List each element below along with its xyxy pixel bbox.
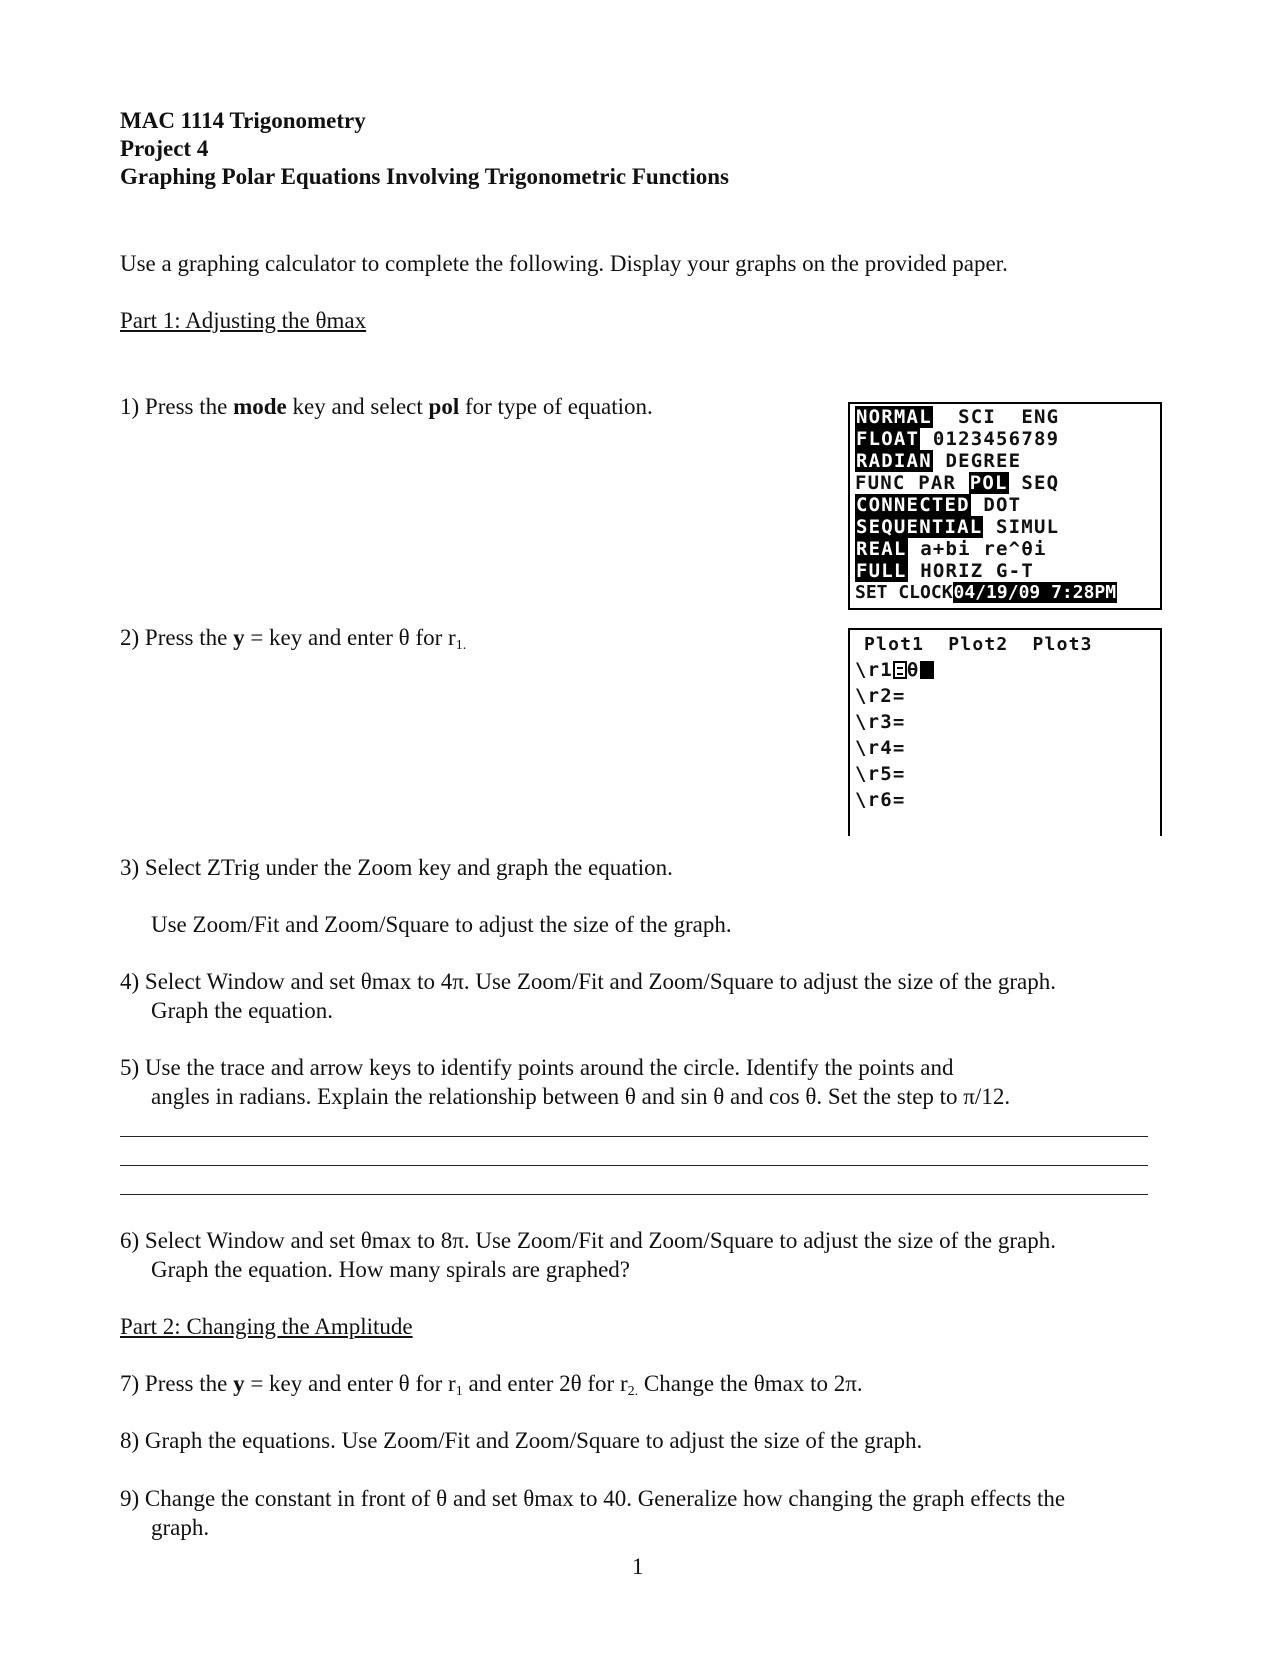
mode-calculator-screen xyxy=(848,402,1162,610)
mode-row-2 xyxy=(855,428,1059,450)
mode-func: FUNC xyxy=(855,472,906,494)
step-1 xyxy=(120,392,653,421)
mode-pol: POL xyxy=(969,472,1008,494)
step-7-pre: 7) Press the xyxy=(120,1371,234,1396)
step-1-mid: key and select xyxy=(286,394,429,419)
mode-clock-value: 04/19/09 7:28PM xyxy=(953,582,1117,603)
mode-row-8 xyxy=(855,560,1034,582)
step-5-line-2: angles in radians. Explain the relationship between θ and sin θ and cos θ. Set the step to π/12. xyxy=(151,1084,1011,1109)
r2-row: \r2= xyxy=(855,685,906,707)
r1-label: \r1 xyxy=(855,659,893,681)
mode-row-6 xyxy=(855,516,1059,538)
mode-connected: CONNECTED xyxy=(856,494,970,516)
mode-row-1 xyxy=(855,406,1059,428)
step-1-pol: pol xyxy=(428,394,460,419)
step-8: 8) Graph the equations. Use Zoom/Fit and Zoom/Square to adjust the size of the graph. xyxy=(120,1428,923,1453)
step-7 xyxy=(120,1369,863,1406)
step-3: 3) Select ZTrig under the Zoom key and graph the equation. xyxy=(120,855,673,880)
plot-row: Plot1 Plot2 Plot3 xyxy=(864,634,1093,655)
answer-line-3[interactable] xyxy=(120,1194,1148,1195)
step-1-mode: mode xyxy=(233,394,287,419)
step-3-detail: Use Zoom/Fit and Zoom/Square to adjust the size of the graph. xyxy=(151,912,732,937)
step-2-mid: = key and enter θ for r xyxy=(244,625,456,650)
document-title: Graphing Polar Equations Involving Trigonometric Functions xyxy=(120,164,729,189)
mode-row-7 xyxy=(855,538,1047,560)
step-2-pre: 2) Press the xyxy=(120,625,234,650)
mode-simul: SIMUL xyxy=(996,516,1060,538)
y-equals-calculator-screen xyxy=(848,628,1162,836)
part2-heading: Part 2: Changing the Amplitude xyxy=(120,1314,413,1339)
mode-a-bi: a+bi xyxy=(920,538,971,560)
answer-line-2[interactable] xyxy=(120,1165,1148,1166)
answer-line-1[interactable] xyxy=(120,1136,1148,1137)
mode-re-theta-i: re^θi xyxy=(983,538,1047,560)
step-7-post: Change the θmax to 2π. xyxy=(638,1371,863,1396)
r5-row: \r5= xyxy=(855,763,906,785)
page-number: 1 xyxy=(632,1554,644,1579)
mode-full: FULL xyxy=(856,560,907,582)
mode-dot: DOT xyxy=(983,494,1022,516)
step-6-line-1: 6) Select Window and set θmax to 8π. Use Zoom/Fit and Zoom/Square to adjust the size of the graph. xyxy=(120,1228,1056,1253)
mode-eng: ENG xyxy=(1021,406,1060,428)
mode-sci: SCI xyxy=(958,406,997,428)
step-1-pre: 1) Press the xyxy=(120,394,234,419)
step-4-line-2: Graph the equation. xyxy=(151,998,334,1023)
equals-highlight-icon xyxy=(893,661,907,679)
mode-sequential: SEQUENTIAL xyxy=(856,516,983,538)
mode-seq: SEQ xyxy=(1021,472,1060,494)
step-7-y: y xyxy=(233,1371,245,1396)
mode-horiz: HORIZ xyxy=(920,560,984,582)
mode-row-9 xyxy=(855,582,1117,604)
r1-row xyxy=(855,659,934,681)
intro-text: Use a graphing calculator to complete the following. Display your graphs on the provided paper. xyxy=(120,251,1008,276)
r1-value: θ xyxy=(906,659,920,681)
r3-row: \r3= xyxy=(855,711,906,733)
step-2 xyxy=(120,623,466,660)
mode-digits: 0123456789 xyxy=(932,428,1060,450)
mode-degree: DEGREE xyxy=(945,450,1022,472)
step-7-mid: = key and enter θ for r xyxy=(244,1371,456,1396)
step-7-sub-2: 2. xyxy=(627,1384,639,1399)
step-4-line-1: 4) Select Window and set θmax to 4π. Use Zoom/Fit and Zoom/Square to adjust the size of the graph. xyxy=(120,969,1056,994)
project-label: Project 4 xyxy=(120,136,209,161)
mode-normal: NORMAL xyxy=(856,406,932,428)
step-5-line-1: 5) Use the trace and arrow keys to identify points around the circle. Identify the points and xyxy=(120,1055,954,1080)
mode-par: PAR xyxy=(918,472,957,494)
step-7-sub-1: 1 xyxy=(455,1384,463,1399)
step-6-line-2: Graph the equation. How many spirals are graphed? xyxy=(151,1257,631,1282)
step-2-sub: 1. xyxy=(455,638,467,653)
mode-row-3 xyxy=(855,450,1021,472)
r6-row: \r6= xyxy=(855,789,906,811)
mode-float: FLOAT xyxy=(856,428,920,450)
mode-radian: RADIAN xyxy=(856,450,932,472)
r4-row: \r4= xyxy=(855,737,906,759)
step-7-mid-2: and enter 2θ for r xyxy=(462,1371,628,1396)
mode-g-t: G-T xyxy=(996,560,1034,582)
step-2-y: y xyxy=(233,625,245,650)
cursor-icon xyxy=(920,661,934,679)
mode-set-clock: SET CLOCK xyxy=(855,582,953,603)
course-title: MAC 1114 Trigonometry xyxy=(120,108,366,133)
mode-row-4 xyxy=(855,472,1059,494)
step-9-line-2: graph. xyxy=(151,1515,210,1540)
part1-heading: Part 1: Adjusting the θmax xyxy=(120,308,367,333)
step-9-line-1: 9) Change the constant in front of θ and set θmax to 40. Generalize how changing the graph effects the xyxy=(120,1486,1066,1511)
step-1-post: for type of equation. xyxy=(459,394,653,419)
mode-row-5 xyxy=(855,494,1021,516)
mode-real: REAL xyxy=(856,538,907,560)
